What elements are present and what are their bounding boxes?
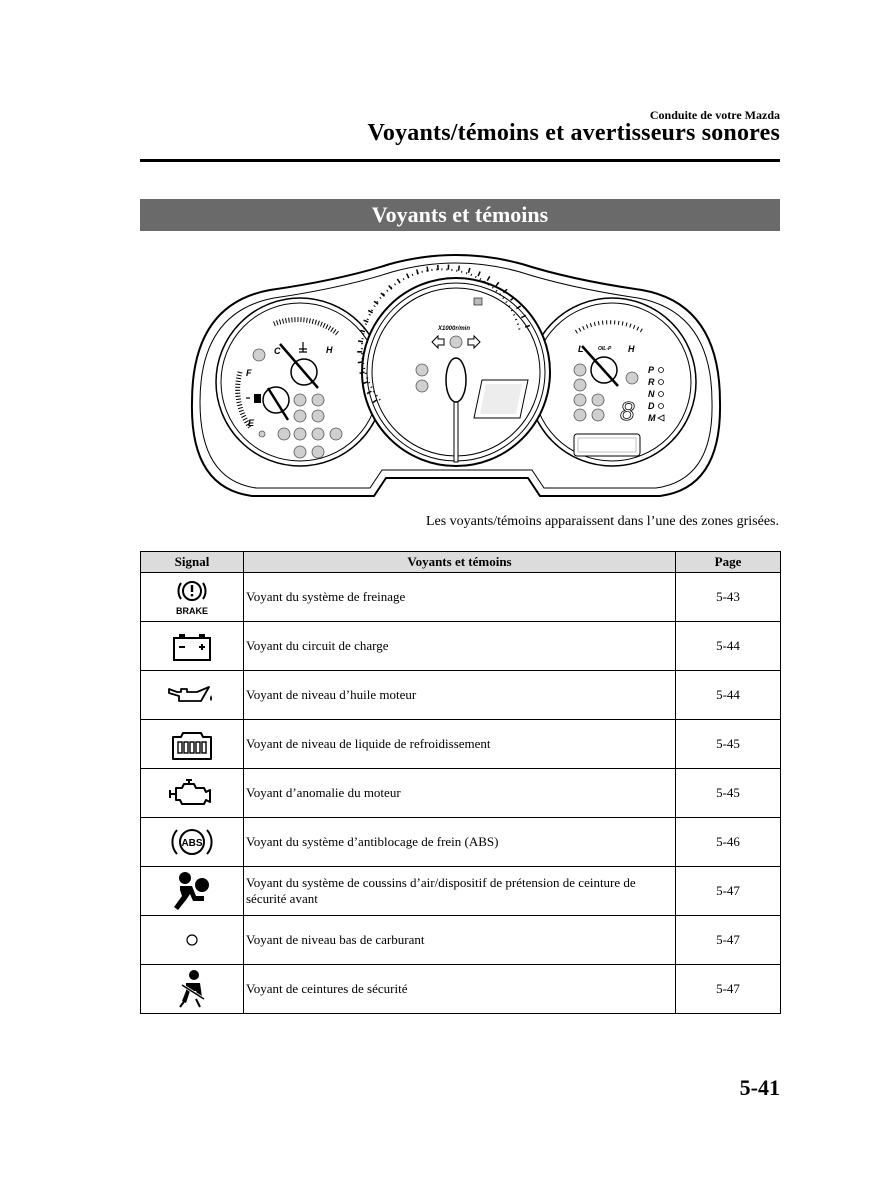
table-row: [141, 916, 781, 965]
signal-cell: [141, 573, 244, 622]
low-fuel-circle-icon: [185, 933, 199, 947]
seatbelt-icon: [174, 969, 210, 1009]
gear-n: N: [648, 389, 655, 399]
signal-cell: [141, 769, 244, 818]
airbag-icon: [172, 870, 212, 912]
gear-r: R: [648, 377, 655, 387]
signal-cell: [141, 671, 244, 720]
page-cell: 5-46: [676, 818, 781, 867]
fuel-full-label: F: [246, 368, 252, 378]
desc-cell: Voyant du système de coussins d’air/dispositif de prétension de ceinture de sécurité avant: [244, 867, 676, 916]
brake-warning-icon: [169, 577, 215, 617]
page-cell: 5-45: [676, 769, 781, 818]
page-title: Voyants/témoins et avertisseurs sonores: [367, 120, 780, 146]
col-header-desc: Voyants et témoins: [244, 552, 676, 573]
oil-pressure-label: OIL-P: [598, 346, 612, 352]
oil-hot-label: H: [628, 344, 635, 354]
table-row: [141, 671, 781, 720]
fuel-empty-label: E: [248, 418, 255, 428]
page-cell: 5-47: [676, 916, 781, 965]
table-header-row: [141, 552, 781, 573]
page-cell: 5-47: [676, 867, 781, 916]
desc-cell: Voyant de ceintures de sécurité: [244, 965, 676, 1014]
desc-cell: Voyant de niveau bas de carburant: [244, 916, 676, 965]
table-row: [141, 965, 781, 1014]
abs-icon: [169, 822, 215, 862]
cluster-caption: Les voyants/témoins apparaissent dans l’une des zones grisées.: [425, 514, 779, 529]
check-engine-icon: [168, 778, 216, 808]
oil-can-icon: [167, 683, 217, 707]
signal-cell: [141, 818, 244, 867]
tach-unit-label: X1000r/min: [438, 326, 471, 332]
temp-hot-label: H: [326, 345, 333, 355]
coolant-level-icon: [169, 727, 215, 761]
table-row: [141, 769, 781, 818]
abs-icon-text: ABS: [181, 838, 203, 849]
signal-cell: [141, 916, 244, 965]
section-title: Voyants et témoins: [140, 199, 780, 231]
gear-digit-display: 8: [620, 396, 635, 426]
col-header-signal: Signal: [141, 552, 244, 573]
table-row: [141, 867, 781, 916]
desc-cell: Voyant du système d’antiblocage de frein (ABS): [244, 818, 676, 867]
title-rule: [140, 159, 780, 162]
page-cell: 5-47: [676, 965, 781, 1014]
table-row: [141, 720, 781, 769]
table-row: [141, 818, 781, 867]
desc-cell: Voyant du système de freinage: [244, 573, 676, 622]
gear-d: D: [648, 401, 655, 411]
page-cell: 5-43: [676, 573, 781, 622]
page-cell: 5-44: [676, 671, 781, 720]
temp-cold-label: C: [274, 346, 281, 356]
warning-lights-table: [140, 551, 781, 1014]
desc-cell: Voyant de niveau d’huile moteur: [244, 671, 676, 720]
signal-cell: [141, 867, 244, 916]
gear-m: M: [648, 413, 656, 423]
desc-cell: Voyant du circuit de charge: [244, 622, 676, 671]
page-cell: 5-44: [676, 622, 781, 671]
signal-cell: [141, 622, 244, 671]
desc-cell: Voyant de niveau de liquide de refroidissement: [244, 720, 676, 769]
page-number: 5-41: [739, 1075, 780, 1100]
chapter-label: Conduite de votre Mazda: [649, 108, 780, 122]
desc-cell: Voyant d’anomalie du moteur: [244, 769, 676, 818]
brake-icon-text: BRAKE: [175, 606, 209, 616]
table-row: [141, 622, 781, 671]
battery-charge-icon: [169, 630, 215, 662]
left-gauge: [216, 298, 384, 466]
table-row: [141, 573, 781, 622]
gear-p: P: [648, 365, 655, 375]
instrument-cluster-diagram: [190, 252, 722, 502]
signal-cell: [141, 720, 244, 769]
col-header-page: Page: [676, 552, 781, 573]
oil-cold-label: L: [578, 344, 584, 354]
right-gauge: [528, 298, 696, 466]
signal-cell: [141, 965, 244, 1014]
page-cell: 5-45: [676, 720, 781, 769]
